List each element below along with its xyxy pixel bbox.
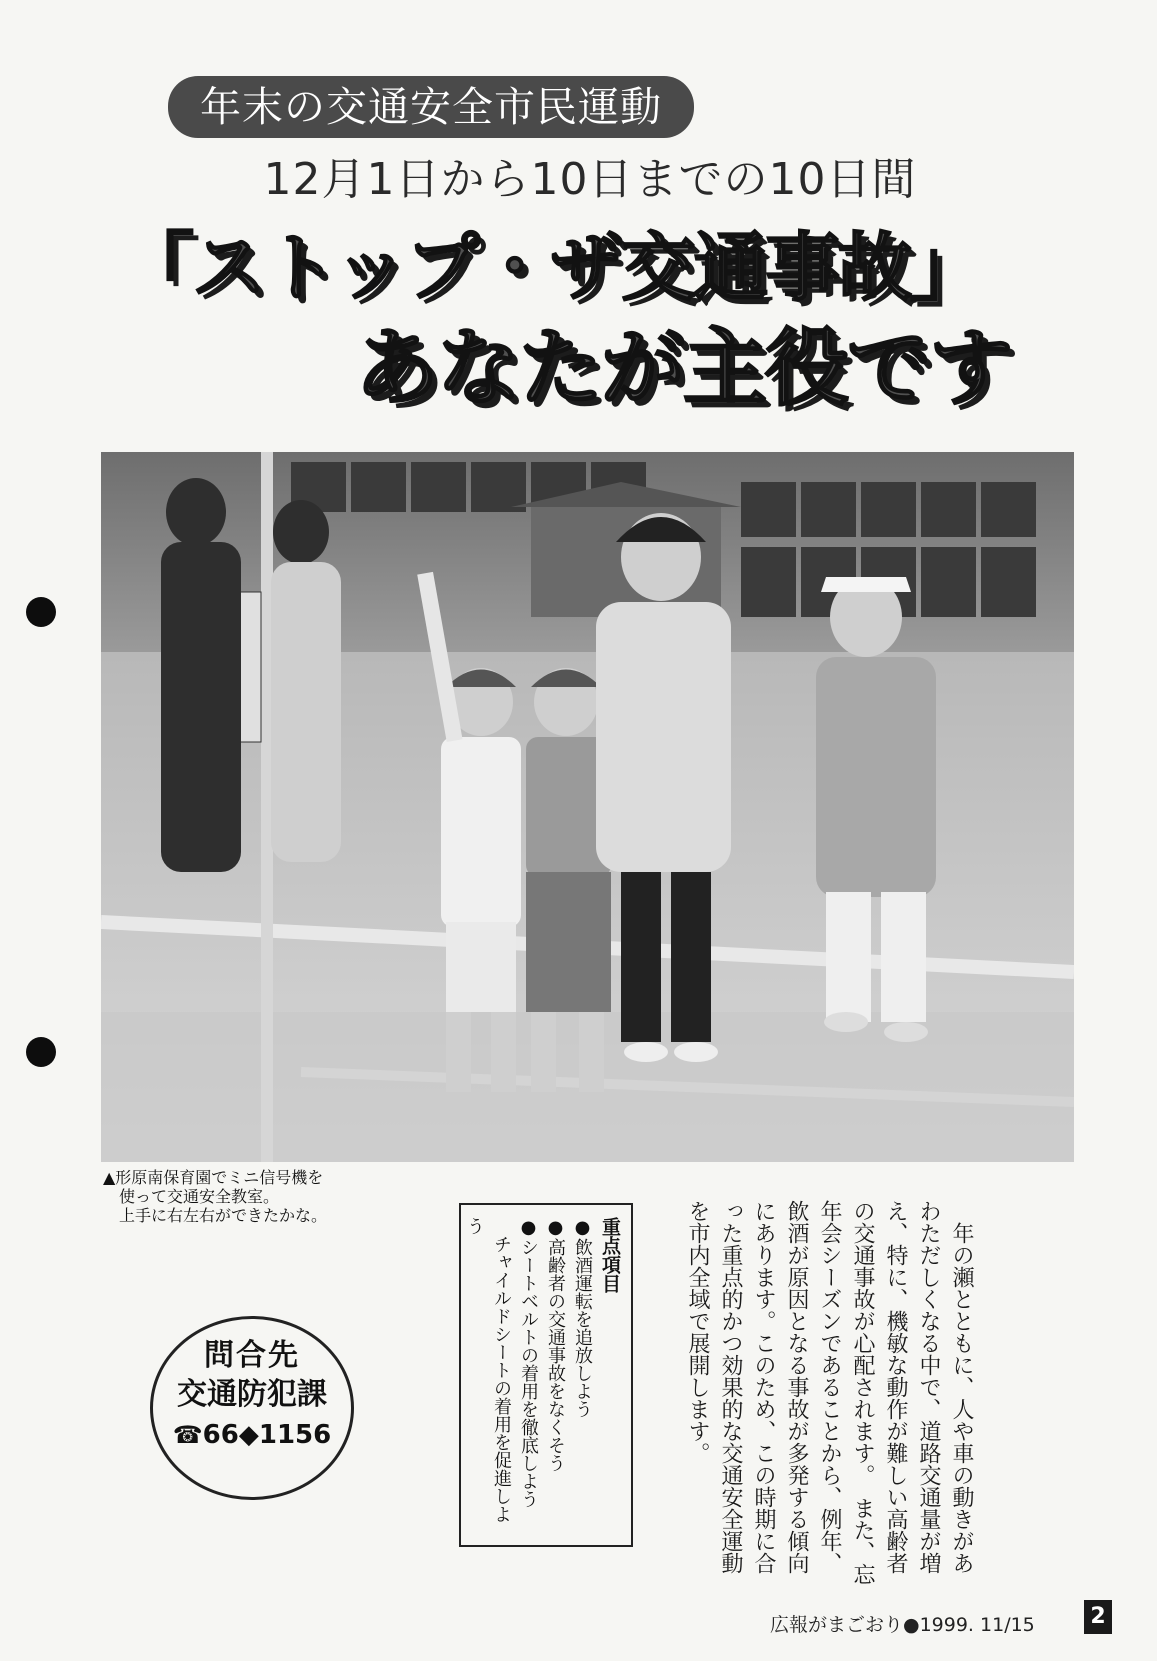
contact-info [150, 1316, 354, 1500]
key-point-item: ●シートベルトの着用を徹底しよう [518, 1217, 539, 1508]
key-points-box [459, 1203, 633, 1547]
caption-line: 使って交通安全教室。 [103, 1187, 280, 1206]
kindergarten-traffic-class-photo [101, 452, 1074, 1162]
headline-slogan: 「ストップ・ザ交通事故」 [120, 225, 982, 311]
phone-number: 66◆1156 [202, 1420, 332, 1450]
photo-caption [103, 1168, 403, 1225]
contact-title: 問合先 [204, 1338, 300, 1373]
contact-phone [153, 1415, 351, 1455]
key-point-item: ●高齢者の交通事故をなくそう [545, 1217, 566, 1472]
key-point-item: チャイルドシートの着用を促進しよう [464, 1217, 512, 1523]
caption-line: 上手に右左右ができたかな。 [103, 1206, 328, 1225]
caption-line: ▲形原南保育園でミニ信号機を [103, 1168, 324, 1187]
campaign-banner: 年末の交通安全市民運動 [168, 76, 694, 138]
body-paragraph: 年の瀬とともに、人や車の動きがあわただしくなる中で、道路交通量が増え、特に、機敏な動作が難しい高齢者の交通事故が心配されます。 [850, 1200, 974, 1574]
page-number: 2 [1084, 1600, 1112, 1634]
key-point-item: ●飲酒運転を追放しよう [572, 1217, 593, 1418]
headline-subtitle: あなたが主役です [355, 319, 1012, 417]
publication-footer: 広報がまごおり●1999. 11/15 [770, 1614, 1035, 1636]
contact-department: 交通防犯課 [177, 1377, 327, 1412]
binder-hole-bottom [26, 1037, 56, 1067]
key-points-title: 重点項目 [599, 1217, 621, 1293]
binder-hole-top [26, 597, 56, 627]
campaign-dates: 12月1日から10日までの10日間 [263, 154, 917, 205]
article-body [648, 1200, 978, 1600]
body-paragraph: また、忘年会シーズンであることから、例年、飲酒が原因となる事故が多発する傾向にあります。このため、この時期に合った重点的かつ効果的な交通安全運動を市内全域で展開します。 [685, 1200, 875, 1585]
phone-icon: ☎ [172, 1421, 203, 1449]
